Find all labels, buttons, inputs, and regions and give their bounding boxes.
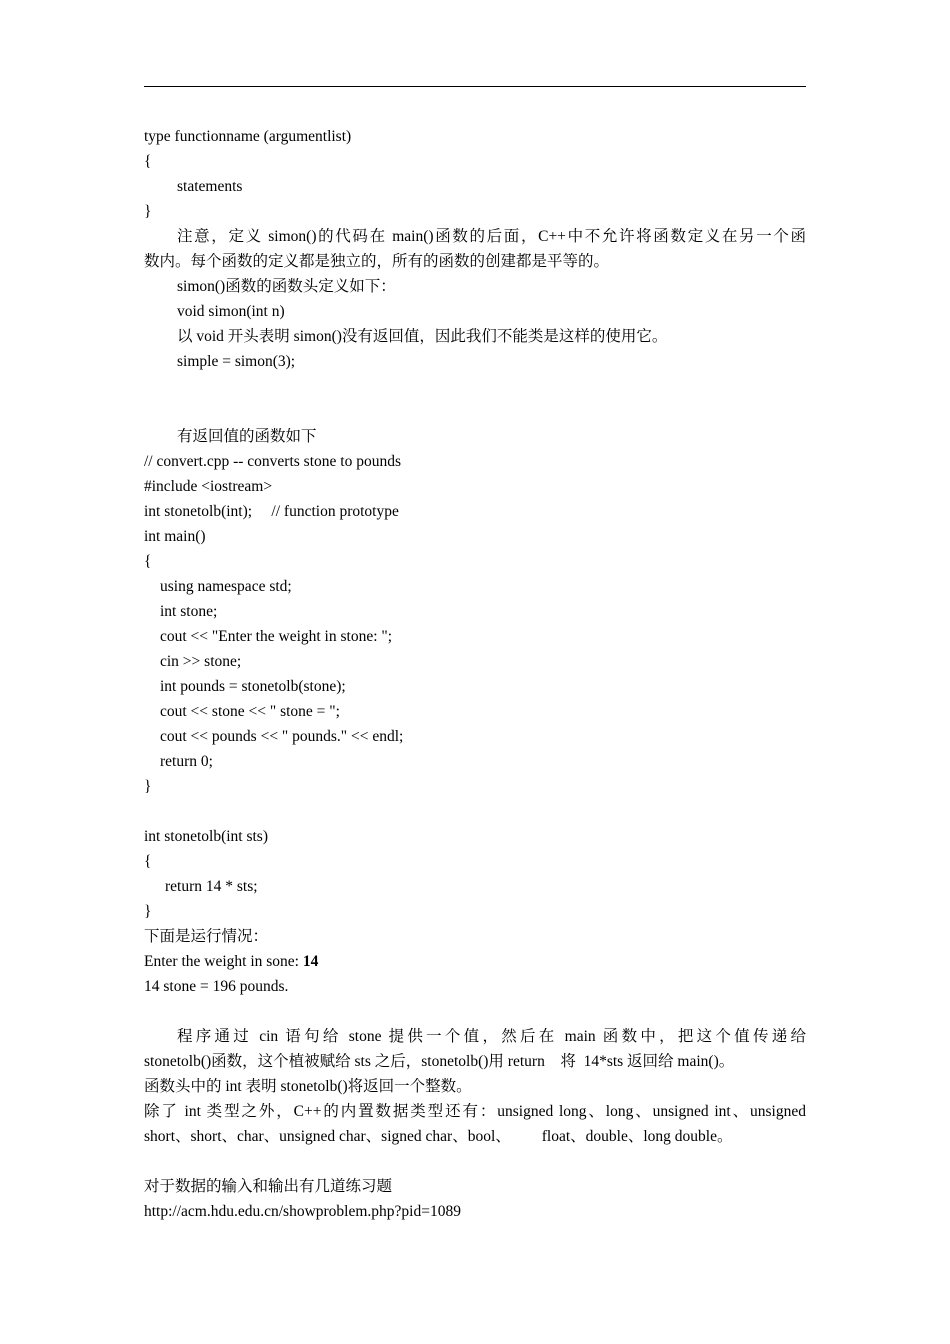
section-heading: 有返回值的函数如下	[177, 428, 317, 445]
spacer	[144, 374, 806, 399]
code-line: cout << stone << " stone = ";	[160, 703, 340, 720]
code-line: {	[144, 553, 152, 570]
code-line: using namespace std;	[160, 578, 292, 595]
text-line: 以 void 开头表明 simon()没有返回值，因此我们不能类是这样的使用它。	[177, 328, 668, 345]
paragraph-line: stonetolb()函数，这个植被赋给 sts 之后，stonetolb()用 return 将 14*sts 返回给 main()。	[144, 1053, 735, 1070]
code-line: return 14 * sts;	[165, 878, 258, 895]
paragraph-line: 函数头中的 int 表明 stonetolb()将返回一个整数。	[144, 1078, 472, 1095]
code-line: int stonetolb(int sts)	[144, 828, 268, 845]
code-line: cout << "Enter the weight in stone: ";	[160, 628, 393, 645]
run-heading: 下面是运行情况：	[144, 928, 269, 945]
run-input: 14	[302, 953, 319, 970]
text-line: simon()函数的函数头定义如下：	[177, 278, 396, 295]
code-line: cout << pounds << " pounds." << endl;	[160, 728, 404, 745]
run-prompt-line	[144, 949, 806, 974]
spacer	[144, 799, 806, 824]
code-line: }	[144, 778, 152, 795]
code-line: int main()	[144, 528, 206, 545]
paragraph-line: short、short、char、unsigned char、signed char、bool、 float、double、long double。	[144, 1128, 733, 1145]
code-line: type functionname (argumentlist)	[144, 128, 352, 145]
document-body	[144, 124, 806, 1224]
code-line: int stone;	[160, 603, 218, 620]
code-line: {	[144, 853, 152, 870]
spacer	[144, 999, 806, 1024]
code-line: simple = simon(3);	[177, 353, 296, 370]
header-rule	[144, 86, 806, 87]
code-line: #include <iostream>	[144, 478, 273, 495]
code-line: int pounds = stonetolb(stone);	[160, 678, 346, 695]
code-line: }	[144, 903, 152, 920]
code-line: {	[144, 153, 152, 170]
spacer	[144, 1149, 806, 1174]
paragraph-line: 注意，定义 simon()的代码在 main()函数的后面，C++中不允许将函数定义在另一个函	[177, 228, 806, 245]
exercise-url: http://acm.hdu.edu.cn/showproblem.php?pid=1089	[144, 1203, 461, 1220]
spacer	[144, 399, 806, 424]
code-line: }	[144, 203, 152, 220]
run-output: 14 stone = 196 pounds.	[144, 978, 289, 995]
code-line: // convert.cpp -- converts stone to pounds	[144, 453, 401, 470]
code-line: int stonetolb(int); // function prototype	[144, 503, 399, 520]
code-line: statements	[177, 178, 243, 195]
code-line: cin >> stone;	[160, 653, 242, 670]
code-line: return 0;	[160, 753, 213, 770]
paragraph-line: 数内。每个函数的定义都是独立的，所有的函数的创建都是平等的。	[144, 253, 610, 270]
exercise-heading: 对于数据的输入和输出有几道练习题	[144, 1178, 393, 1195]
run-prompt: Enter the weight in sone:	[144, 953, 303, 970]
paragraph-line: 除了 int 类型之外，C++的内置数据类型还有：unsigned long、long、unsigned int、unsigned	[144, 1103, 806, 1120]
paragraph-line: 程序通过 cin 语句给 stone 提供一个值，然后在 main 函数中，把这个值传递给	[177, 1028, 806, 1045]
code-line: void simon(int n)	[177, 303, 285, 320]
